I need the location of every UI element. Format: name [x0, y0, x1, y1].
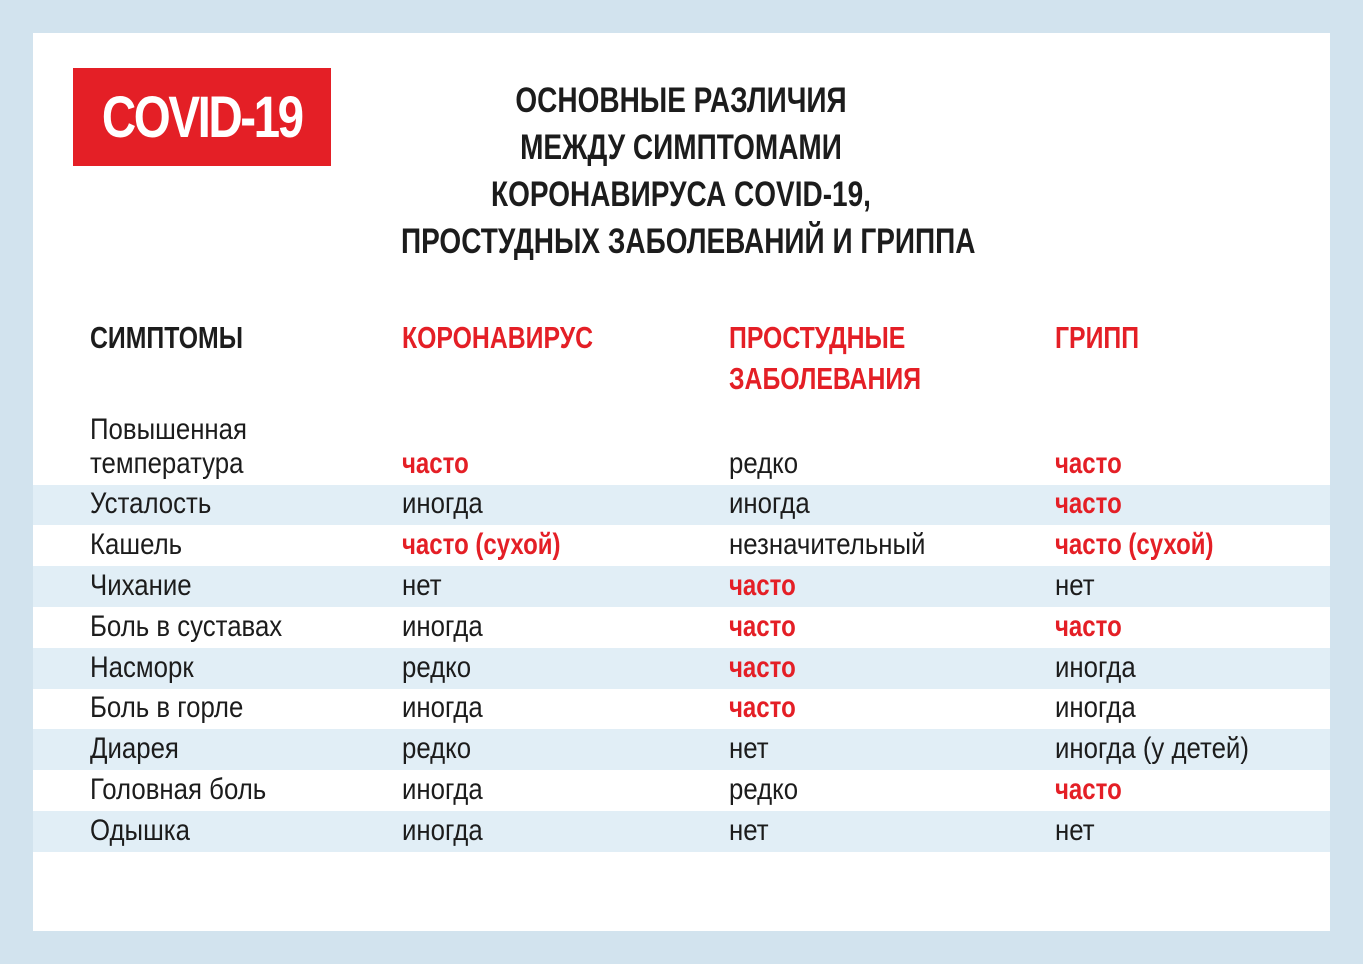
header-symptoms: СИМПТОМЫ	[90, 320, 243, 355]
infographic-card	[33, 33, 1330, 931]
table-row	[33, 485, 1330, 526]
covid-badge-label: COVID-19	[102, 84, 302, 150]
title-line-4: ПРОСТУДНЫХ ЗАБОЛЕВАНИЙ И ГРИППА	[401, 222, 976, 261]
table-body	[33, 403, 1330, 852]
table-row	[33, 403, 1330, 485]
covid-cell: иногда	[402, 813, 483, 847]
flu-cell: часто	[1055, 487, 1122, 521]
table-row	[33, 566, 1330, 607]
table-row	[33, 729, 1330, 770]
cold-cell: иногда	[729, 487, 810, 521]
covid-cell: редко	[402, 650, 472, 684]
symptom-cell	[90, 413, 305, 481]
flu-cell: иногда	[1055, 691, 1136, 725]
covid-cell: редко	[402, 732, 472, 766]
symptom-cell: Одышка	[90, 813, 191, 847]
symptom-cell: Насморк	[90, 650, 194, 684]
title-line-3: КОРОНАВИРУСА COVID-19,	[491, 175, 871, 214]
covid-badge	[73, 68, 331, 166]
header-covid: КОРОНАВИРУС	[402, 320, 594, 355]
symptom-cell: Боль в горле	[90, 691, 244, 725]
cold-cell: часто	[729, 691, 796, 725]
covid-cell: нет	[402, 568, 442, 602]
cold-cell: незначительный	[729, 528, 926, 562]
cold-cell: редко	[729, 446, 799, 480]
cold-cell: часто	[729, 568, 796, 602]
symptom-cell: Кашель	[90, 528, 183, 562]
covid-cell: иногда	[402, 691, 483, 725]
header-cold-line-1: ПРОСТУДНЫЕ	[729, 320, 906, 355]
flu-cell: иногда (у детей)	[1055, 732, 1249, 766]
flu-cell: нет	[1055, 813, 1095, 847]
symptom-cell: Диарея	[90, 732, 179, 766]
symptom-cell: Головная боль	[90, 772, 267, 806]
flu-cell: часто	[1055, 446, 1122, 480]
symptom-cell: Чихание	[90, 568, 192, 602]
symptom-cell-line-2: температура	[90, 446, 244, 480]
covid-cell: часто	[402, 446, 469, 480]
header-cold	[729, 317, 921, 399]
cold-cell: нет	[729, 732, 769, 766]
table-row	[33, 607, 1330, 648]
table-row	[33, 525, 1330, 566]
flu-cell: часто	[1055, 772, 1122, 806]
covid-cell: иногда	[402, 772, 483, 806]
cold-cell: нет	[729, 813, 769, 847]
table-header-row	[33, 315, 1330, 403]
cold-cell: часто	[729, 609, 796, 643]
symptom-cell-line-1: Повышенная	[90, 412, 248, 446]
flu-cell: иногда	[1055, 650, 1136, 684]
symptoms-table	[33, 315, 1330, 852]
covid-cell: иногда	[402, 487, 483, 521]
flu-cell: нет	[1055, 568, 1095, 602]
header-flu: ГРИПП	[1055, 320, 1140, 355]
flu-cell: часто	[1055, 609, 1122, 643]
table-row	[33, 770, 1330, 811]
symptom-cell: Боль в суставах	[90, 609, 283, 643]
table-row	[33, 648, 1330, 689]
cold-cell: часто	[729, 650, 796, 684]
symptom-cell: Усталость	[90, 487, 212, 521]
flu-cell: часто (сухой)	[1055, 528, 1214, 562]
covid-cell: часто (сухой)	[402, 528, 561, 562]
page-title	[331, 77, 1031, 265]
title-line-2: МЕЖДУ СИМПТОМАМИ	[520, 128, 842, 167]
header-cold-line-2: ЗАБОЛЕВАНИЯ	[729, 361, 922, 396]
table-row	[33, 689, 1330, 730]
table-row	[33, 811, 1330, 852]
covid-cell: иногда	[402, 609, 483, 643]
cold-cell: редко	[729, 772, 799, 806]
title-line-1: ОСНОВНЫЕ РАЗЛИЧИЯ	[515, 81, 847, 120]
